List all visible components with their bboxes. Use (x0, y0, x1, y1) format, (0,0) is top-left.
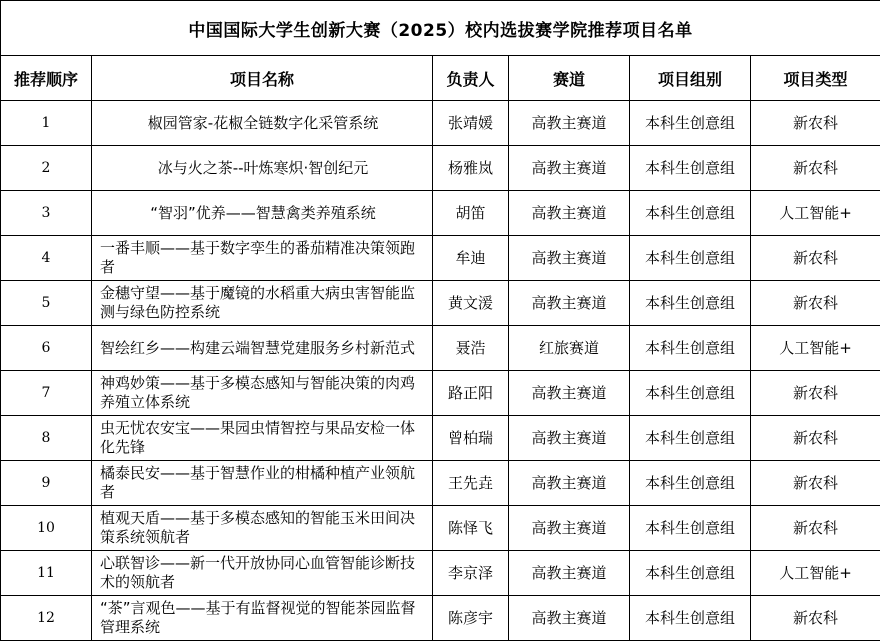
column-header-group: 项目组别 (630, 56, 751, 101)
table-row (1, 281, 880, 326)
type-cell: 人工智能+ (751, 191, 880, 236)
track-cell: 高教主赛道 (509, 461, 630, 506)
leader-cell: 曾柏瑞 (433, 416, 509, 461)
header-row (1, 56, 880, 101)
group-cell: 本科生创意组 (630, 461, 751, 506)
track-cell: 红旅赛道 (509, 326, 630, 371)
column-header-track: 赛道 (509, 56, 630, 101)
order-cell: 4 (1, 236, 92, 281)
project-name-cell: “智羽”优养——智慧禽类养殖系统 (92, 191, 433, 236)
track-cell: 高教主赛道 (509, 191, 630, 236)
type-cell: 新农科 (751, 281, 880, 326)
leader-cell: 聂浩 (433, 326, 509, 371)
project-name-cell: 橘泰民安——基于智慧作业的柑橘种植产业领航者 (92, 461, 433, 506)
leader-cell: 牟迪 (433, 236, 509, 281)
group-cell: 本科生创意组 (630, 506, 751, 551)
group-cell: 本科生创意组 (630, 551, 751, 596)
type-cell: 新农科 (751, 416, 880, 461)
track-cell: 高教主赛道 (509, 281, 630, 326)
type-cell: 新农科 (751, 101, 880, 146)
table-row (1, 596, 880, 641)
type-cell: 新农科 (751, 236, 880, 281)
track-cell: 高教主赛道 (509, 371, 630, 416)
track-cell: 高教主赛道 (509, 596, 630, 641)
type-cell: 新农科 (751, 506, 880, 551)
leader-cell: 路正阳 (433, 371, 509, 416)
project-name-cell: 冰与火之茶--叶炼寒炽·智创纪元 (92, 146, 433, 191)
order-cell: 9 (1, 461, 92, 506)
leader-cell: 张靖媛 (433, 101, 509, 146)
project-name-cell: 神鸡妙策——基于多模态感知与智能决策的肉鸡养殖立体系统 (92, 371, 433, 416)
table-row (1, 326, 880, 371)
order-cell: 7 (1, 371, 92, 416)
title-row (1, 1, 880, 56)
table-row (1, 551, 880, 596)
group-cell: 本科生创意组 (630, 596, 751, 641)
group-cell: 本科生创意组 (630, 101, 751, 146)
table-row (1, 461, 880, 506)
project-name-cell: 虫无忧农安宝——果园虫情智控与果品安检一体化先锋 (92, 416, 433, 461)
column-header-project-name: 项目名称 (92, 56, 433, 101)
order-cell: 6 (1, 326, 92, 371)
project-name-cell: 心联智诊——新一代开放协同心血管智能诊断技术的领航者 (92, 551, 433, 596)
table-row (1, 101, 880, 146)
table-row (1, 191, 880, 236)
column-header-type: 项目类型 (751, 56, 880, 101)
table-row (1, 506, 880, 551)
group-cell: 本科生创意组 (630, 281, 751, 326)
table-row (1, 416, 880, 461)
table-row (1, 146, 880, 191)
column-header-order: 推荐顺序 (1, 56, 92, 101)
project-name-cell: 金穗守望——基于魔镜的水稻重大病虫害智能监测与绿色防控系统 (92, 281, 433, 326)
group-cell: 本科生创意组 (630, 146, 751, 191)
track-cell: 高教主赛道 (509, 101, 630, 146)
leader-cell: 陈彦宇 (433, 596, 509, 641)
leader-cell: 黄文湲 (433, 281, 509, 326)
order-cell: 10 (1, 506, 92, 551)
order-cell: 3 (1, 191, 92, 236)
leader-cell: 王先垚 (433, 461, 509, 506)
type-cell: 新农科 (751, 596, 880, 641)
leader-cell: 杨雅岚 (433, 146, 509, 191)
order-cell: 11 (1, 551, 92, 596)
leader-cell: 胡笛 (433, 191, 509, 236)
order-cell: 12 (1, 596, 92, 641)
type-cell: 人工智能+ (751, 551, 880, 596)
group-cell: 本科生创意组 (630, 236, 751, 281)
leader-cell: 李京泽 (433, 551, 509, 596)
project-name-cell: 智绘红乡——构建云端智慧党建服务乡村新范式 (92, 326, 433, 371)
type-cell: 人工智能+ (751, 326, 880, 371)
order-cell: 1 (1, 101, 92, 146)
track-cell: 高教主赛道 (509, 551, 630, 596)
table-title: 中国国际大学生创新大赛（2025）校内选拔赛学院推荐项目名单 (1, 1, 880, 56)
type-cell: 新农科 (751, 461, 880, 506)
leader-cell: 陈怿飞 (433, 506, 509, 551)
order-cell: 8 (1, 416, 92, 461)
table-row (1, 371, 880, 416)
group-cell: 本科生创意组 (630, 326, 751, 371)
project-name-cell: 植观天盾——基于多模态感知的智能玉米田间决策系统领航者 (92, 506, 433, 551)
track-cell: 高教主赛道 (509, 146, 630, 191)
track-cell: 高教主赛道 (509, 236, 630, 281)
track-cell: 高教主赛道 (509, 416, 630, 461)
track-cell: 高教主赛道 (509, 506, 630, 551)
column-header-leader: 负责人 (433, 56, 509, 101)
project-name-cell: 椒园管家-花椒全链数字化采管系统 (92, 101, 433, 146)
project-name-cell: 一番丰顺——基于数字孪生的番茄精准决策领跑者 (92, 236, 433, 281)
order-cell: 2 (1, 146, 92, 191)
group-cell: 本科生创意组 (630, 191, 751, 236)
group-cell: 本科生创意组 (630, 416, 751, 461)
type-cell: 新农科 (751, 146, 880, 191)
group-cell: 本科生创意组 (630, 371, 751, 416)
order-cell: 5 (1, 281, 92, 326)
type-cell: 新农科 (751, 371, 880, 416)
table-row (1, 236, 880, 281)
project-name-cell: “茶”言观色——基于有监督视觉的智能茶园监督管理系统 (92, 596, 433, 641)
